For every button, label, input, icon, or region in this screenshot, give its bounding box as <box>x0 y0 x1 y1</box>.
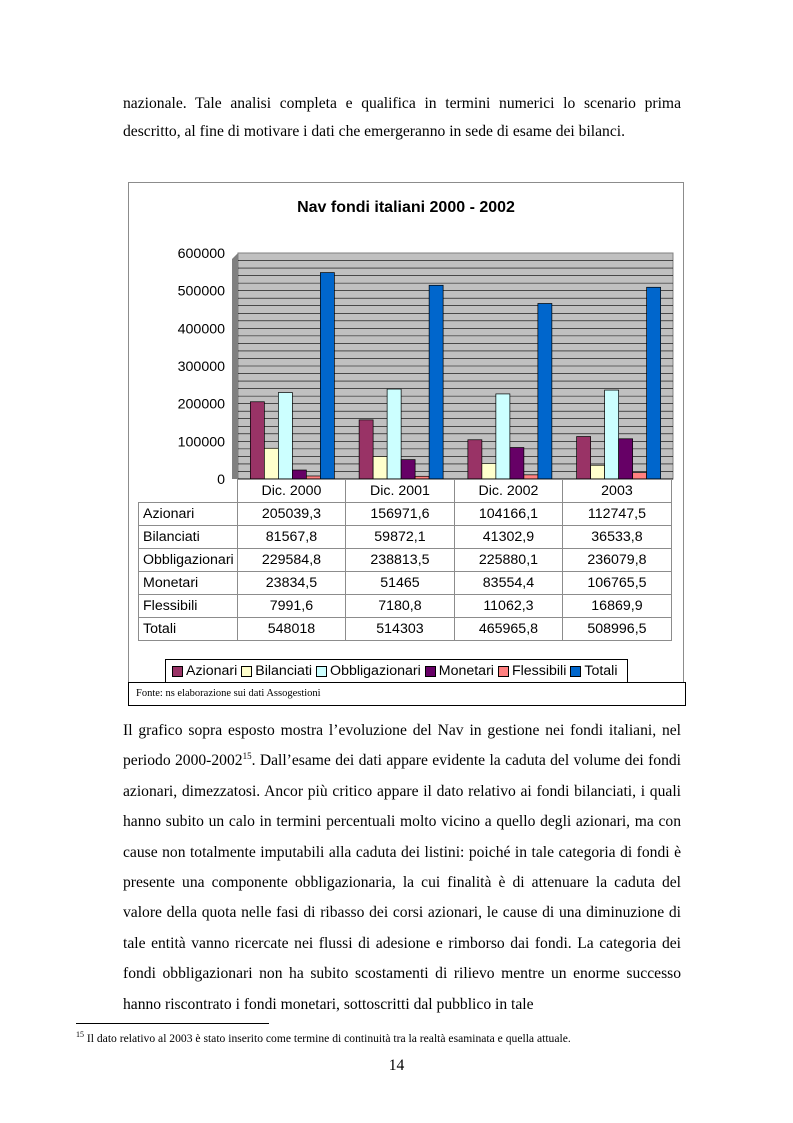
bar-totali-2 <box>538 303 552 479</box>
footnote <box>76 1030 571 1045</box>
legend-swatch <box>241 666 252 677</box>
bar-totali-1 <box>429 285 443 479</box>
table-cell-value: 59872,1 <box>346 526 455 549</box>
bar-monetari-0 <box>292 470 306 479</box>
bar-totali-0 <box>320 273 334 479</box>
y-tick-label: 500000 <box>177 283 225 300</box>
bar-bilanciati-1 <box>373 456 387 479</box>
table-header-category: Dic. 2000 <box>237 480 346 503</box>
y-tick-label: 200000 <box>177 396 225 413</box>
table-cell-value: 112747,5 <box>563 503 672 526</box>
footnote-divider <box>76 1023 269 1024</box>
legend-label: Monetari <box>438 663 494 679</box>
table-cell-value: 508996,5 <box>563 618 672 641</box>
chart-title: Nav fondi italiani 2000 - 2002 <box>297 199 515 216</box>
legend-item <box>570 663 617 679</box>
table-header-category: Dic. 2001 <box>346 480 455 503</box>
table-cell-value: 11062,3 <box>454 595 563 618</box>
source-note: Fonte: ns elaborazione sui dati Assogestioni <box>128 682 686 706</box>
page-number: 14 <box>388 1057 405 1074</box>
table-cell-value: 465965,8 <box>454 618 563 641</box>
table-row-label: Bilanciati <box>139 526 238 549</box>
bar-azionari-1 <box>359 420 373 479</box>
chart-legend <box>165 659 628 683</box>
table-row <box>139 618 672 641</box>
bar-azionari-0 <box>250 402 264 479</box>
table-cell-value: 236079,8 <box>563 549 672 572</box>
bar-bilanciati-3 <box>591 465 605 479</box>
table-row <box>139 503 672 526</box>
legend-item <box>172 663 237 679</box>
y-tick-label: 0 <box>217 472 225 488</box>
table-cell-value: 81567,8 <box>237 526 346 549</box>
body-paragraph <box>123 716 681 1020</box>
table-row-label: Totali <box>139 618 238 641</box>
y-tick-label: 600000 <box>177 246 225 262</box>
table-row <box>139 526 672 549</box>
legend-swatch <box>498 666 509 677</box>
bar-monetari-2 <box>510 448 524 479</box>
bar-obbligazionari-1 <box>387 389 401 479</box>
table-corner <box>139 480 238 503</box>
footnote-number: 15 <box>76 1030 84 1039</box>
y-tick-label: 300000 <box>177 359 225 375</box>
bar-obbligazionari-2 <box>496 394 510 479</box>
legend-label: Totali <box>584 663 618 679</box>
y-tick-label: 400000 <box>177 321 225 338</box>
table-cell-value: 7991,6 <box>237 595 346 618</box>
table-cell-value: 229584,8 <box>237 549 346 572</box>
table-row <box>139 549 672 572</box>
legend-swatch <box>316 666 327 677</box>
table-cell-value: 548018 <box>237 618 346 641</box>
bar-monetari-1 <box>401 460 415 479</box>
table-row-label: Flessibili <box>139 595 238 618</box>
bar-azionari-3 <box>577 437 591 479</box>
table-header-category: Dic. 2002 <box>454 480 563 503</box>
table-row-label: Azionari <box>139 503 238 526</box>
table-cell-value: 23834,5 <box>237 572 346 595</box>
table-header-category: 2003 <box>563 480 672 503</box>
legend-label: Bilanciati <box>255 663 313 679</box>
body-text-part1: Il grafico sopra esposto mostra l’evoluzione del Nav in gestione nei fondi italiani, nel periodo 2000-2002 <box>123 722 681 770</box>
table-cell-value: 156971,6 <box>346 503 455 526</box>
table-cell-value: 41302,9 <box>454 526 563 549</box>
y-tick-label: 100000 <box>177 434 225 451</box>
table-cell-value: 205039,3 <box>237 503 346 526</box>
table-row-label: Obbligazionari <box>139 549 238 572</box>
table-cell-value: 514303 <box>346 618 455 641</box>
table-row <box>139 572 672 595</box>
table-cell-value: 225880,1 <box>454 549 563 572</box>
bar-bilanciati-0 <box>264 448 278 479</box>
footnote-reference[interactable]: 15 <box>242 751 252 762</box>
legend-swatch <box>570 666 581 677</box>
table-cell-value: 83554,4 <box>454 572 563 595</box>
table-cell-value: 104166,1 <box>454 503 563 526</box>
legend-label: Obbligazionari <box>330 663 421 679</box>
legend-item <box>425 663 494 679</box>
bar-totali-3 <box>647 287 661 479</box>
table-cell-value: 51465 <box>346 572 455 595</box>
table-cell-value: 16869,9 <box>563 595 672 618</box>
table-cell-value: 36533,8 <box>563 526 672 549</box>
footnote-text: Il dato relativo al 2003 è stato inserito come termine di continuità tra la realtà esaminata e quella attuale. <box>84 1031 571 1045</box>
table-cell-value: 106765,5 <box>563 572 672 595</box>
legend-item <box>498 663 566 679</box>
bar-obbligazionari-0 <box>278 393 292 479</box>
bar-bilanciati-2 <box>482 463 496 479</box>
bar-azionari-2 <box>468 440 482 479</box>
data-table <box>138 479 672 641</box>
legend-swatch <box>425 666 436 677</box>
legend-swatch <box>172 666 183 677</box>
intro-paragraph: nazionale. Tale analisi completa e qualifica in termini numerici lo scenario prima descritto, al fine di motivare i dati che emergeranno in sede di esame dei bilanci. <box>123 95 681 141</box>
body-text-part2: . Dall’esame dei dati appare evidente la caduta del volume dei fondi azionari, dimezzatosi. Ancor più critico appare il dato relativo ai fondi bilanciati, i quali hanno subito un calo in termini percentuali molto vicino a quello degli azionari, ma con cause non totalmente imputabili alla caduta dei listini: poiché in tale categoria di fondi è presente una componente obbligazionaria, la cui finalità è di attenuare la caduta del valore della quota nelle fasi di ribasso dei corsi azionari, le cause di una diminuzione di tale entità vanno ricercate nei flussi di adesione e rimborso dai fondi. La categoria dei fondi obbligazionari non ha subito scostamenti di rilievo mentre un enorme successo hanno riscontrato i fondi monetari, sottoscritti dal pubblico in tale <box>123 752 681 1013</box>
legend-item <box>316 663 421 679</box>
table-row-label: Monetari <box>139 572 238 595</box>
bar-monetari-3 <box>619 439 633 479</box>
legend-label: Azionari <box>186 663 238 679</box>
plot-side-wall <box>232 253 238 479</box>
bar-obbligazionari-3 <box>605 390 619 479</box>
table-cell-value: 7180,8 <box>346 595 455 618</box>
table-row <box>139 595 672 618</box>
legend-label: Flessibili <box>511 663 567 679</box>
legend-item <box>241 663 312 679</box>
table-cell-value: 238813,5 <box>346 549 455 572</box>
